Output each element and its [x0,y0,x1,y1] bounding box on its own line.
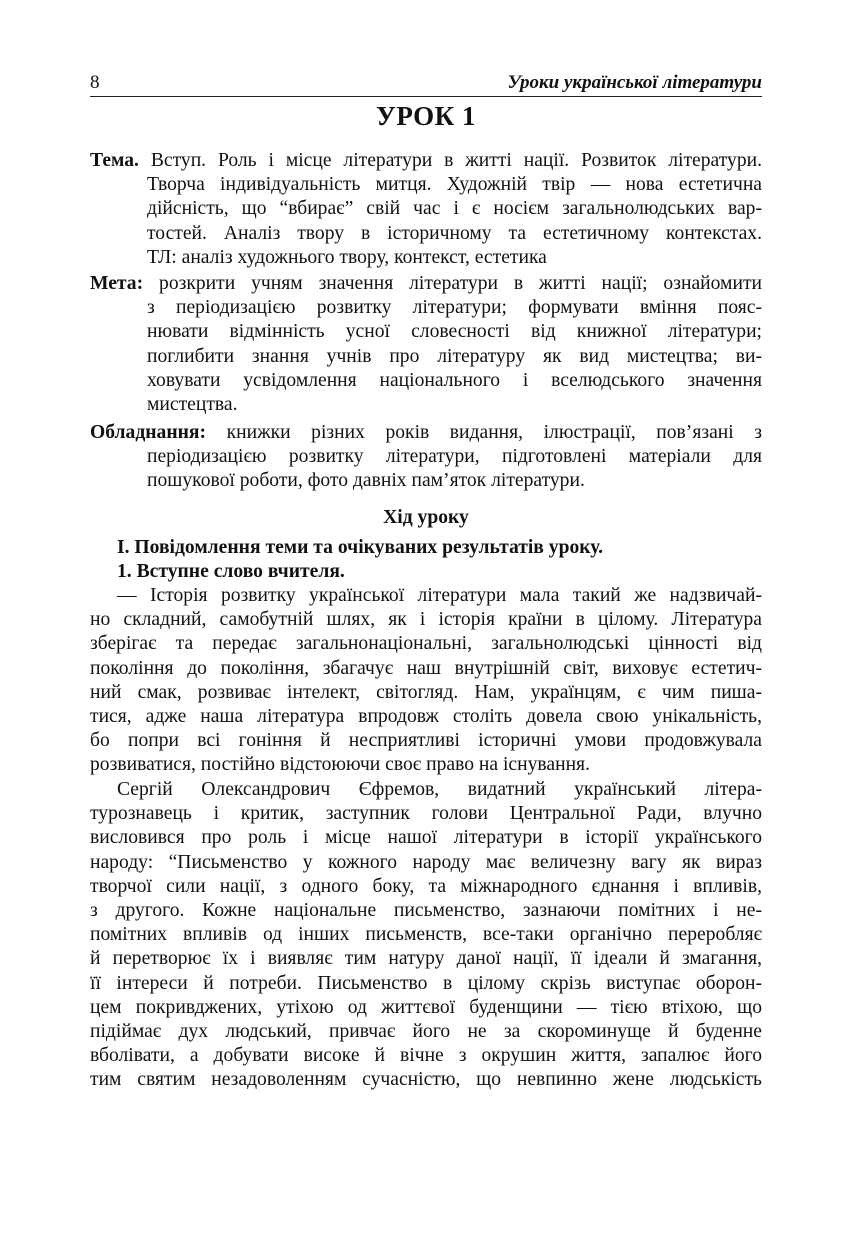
goal-block [90,272,762,417]
equipment-label: Обладнання: [90,422,207,443]
page-number: 8 [90,72,100,93]
paragraph-2 [90,778,762,1092]
text-line: тим святим незадоволенням сучасністю, що невпинно жене людськість [90,1069,762,1091]
text-line: й перетворює їх і виявляє тим натуру даної нації, її ідеали й змагання, [90,948,762,970]
goal-line: поглибити знання учнів про літературу як вид мистецтва; ви- [147,345,762,367]
text-line: підіймає дух людський, привчає його не за скороминуще й буденне [90,1020,762,1042]
text-line: — Історія розвитку української літератури мала такий же надзвичай- [117,585,762,606]
goal-label: Мета: [90,273,144,294]
course-heading: Хід уроку [383,507,469,528]
text-line: покоління до покоління, збагачує наш внутрішній світ, виховує естетич- [90,657,762,679]
text-line: бо попри всі гоніння й несприятливі історичні умови продовжувала [90,730,762,752]
topic-line: тостей. Аналіз твору в історичному та естетичному контекстах. [147,222,762,244]
subsection-heading: 1. Вступне слово вчителя. [117,561,345,582]
text-line: розвиватися, постійно відстоюючи своє право на існування. [90,754,590,776]
text-line: творчої сили нації, з одного боку, та міжнародного єднання і впливів, [90,875,762,897]
text-line: тися, адже наша література впродовж століть довела свою унікальність, [90,705,762,727]
topic-line [90,149,762,173]
topic-text: Вступ. Роль і місце літератури в житті нації. Розвиток літератури. [150,150,762,171]
topic-line: Творча індивідуальність митця. Художній твір — нова естетична [147,174,762,196]
goal-line: нювати відмінність усної словесності від книжної літератури; [147,321,762,343]
lesson-title: УРОК 1 [376,101,476,131]
running-title: Уроки української літератури [507,72,762,93]
goal-line: ховувати усвідомлення національного і вселюдського значення [147,369,762,391]
text-line: зберігає та передає загальнонаціональні, загальнолюдські цінності від [90,633,762,655]
topic-line: дійсність, що “вбирає” свій час і є носієм загальнолюдських вар- [147,198,762,220]
text-line: вболівати, а добувати високе й вічне з окрушин життя, запалює його [90,1045,762,1067]
topic-block [90,149,762,270]
topic-label: Тема. [90,150,139,171]
equipment-block [90,421,762,494]
running-head [90,70,762,97]
paragraph-1 [90,584,762,778]
equipment-line: періодизацією розвитку літератури, підготовлені матеріали для [147,446,762,468]
text-line: висловився про роль і місце нашої літератури в історії українського [90,827,762,849]
goal-text: розкрити учням значення літератури в житті нації; ознайомити [159,273,762,294]
text-line: ний смак, розвиває інтелект, світогляд. Нам, українцям, є чим пиша- [90,681,762,703]
goal-line [90,272,762,296]
text-line: народу: “Письменство у кожного народу має величезну вагу як вираз [90,851,762,873]
text-line: з другого. Кожне національне письменство, зазнаючи помітних і не- [90,899,762,921]
text-line: Сергій Олександрович Єфремов, видатний український літера- [117,779,762,800]
equipment-line [90,421,762,445]
text-line: цем покривджених, утіхою од життєвої буденщини — тією втіхою, що [90,996,762,1018]
section-heading: І. Повідомлення теми та очікуваних результатів уроку. [117,537,604,558]
equipment-text: книжки різних років видання, ілюстрації, пов’язані з [226,422,762,443]
text-line: помітних впливів од інших письменств, все-таки органічно переробляє [90,924,762,946]
text-line: но складний, самобутній шлях, як і історія країни в цілому. Література [90,609,762,631]
topic-line: ТЛ: аналіз художнього твору, контекст, естетика [147,246,547,268]
equipment-line: пошукової роботи, фото давніх пам’яток літератури. [147,470,585,492]
text-line: її інтереси й потреби. Письменство в цілому скрізь виступає оборон- [90,972,762,994]
goal-line: з періодизацією розвитку літератури; формувати вміння пояс- [147,297,762,319]
text-line: турознавець і критик, заступник голови Центральної Ради, влучно [90,803,762,825]
goal-line: мистецтва. [147,393,238,415]
